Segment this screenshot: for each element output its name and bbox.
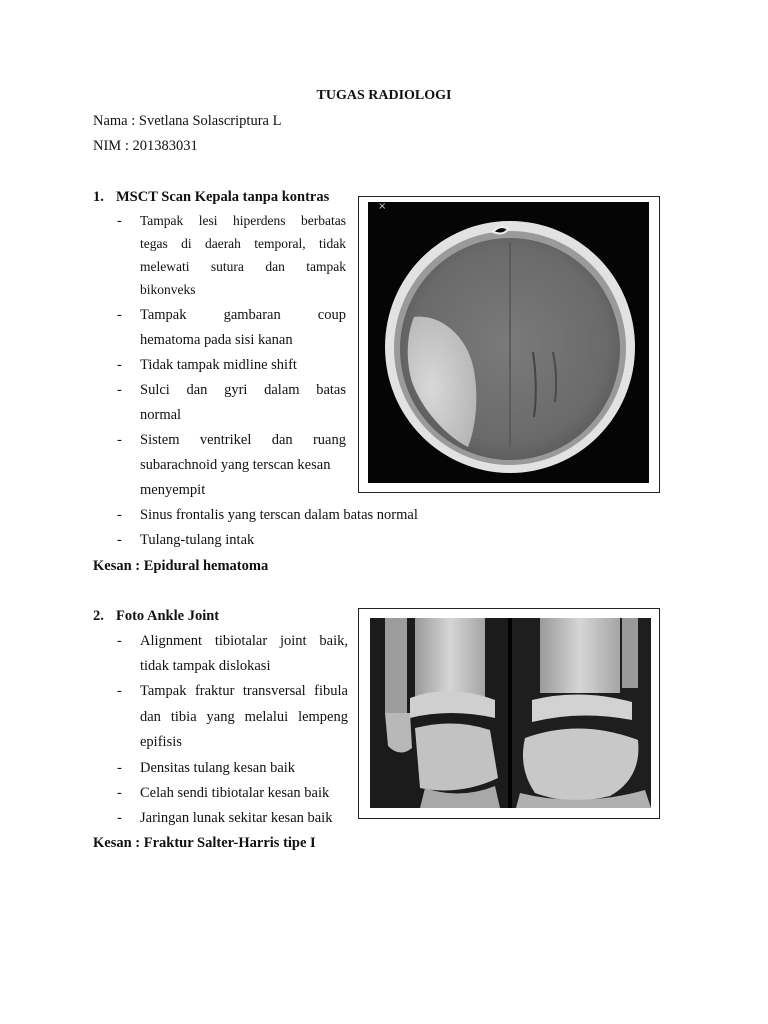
finding-line: Tampak fraktur transversal fibula [140, 683, 348, 699]
finding-line: Alignment tibiotalar joint baik, [140, 633, 348, 649]
finding-line: Tidak tampak midline shift [140, 357, 297, 373]
ankle-xray-graphic [370, 618, 651, 808]
finding-line: bikonveks [140, 282, 196, 297]
finding-line: Sulci dan gyri dalam batas [140, 382, 346, 398]
finding-line: Sistem ventrikel dan ruang [140, 432, 346, 448]
bullet-dash: - [117, 357, 122, 373]
finding-line: Densitas tulang kesan baik [140, 760, 296, 776]
finding-line: Tampak lesi hiperdens berbatas [140, 213, 346, 228]
finding-line: tidak tampak dislokasi [140, 658, 271, 674]
svg-text:×: × [378, 202, 387, 212]
section2-conclusion: Kesan : Fraktur Salter-Harris tipe I [93, 835, 316, 851]
section2-heading [93, 608, 219, 625]
finding-line: Tampak gambaran coup [140, 307, 346, 323]
student-nim: NIM : 201383031 [93, 138, 198, 154]
bullet-dash: - [117, 213, 122, 229]
section2-number: 2. [93, 608, 104, 624]
finding-line: epifisis [140, 734, 182, 750]
ct-scan-image [358, 196, 660, 493]
section1-heading [93, 189, 329, 206]
finding-line: melewati sutura dan tampak [140, 259, 346, 274]
bullet-dash: - [117, 532, 122, 548]
bullet-dash: - [117, 683, 122, 699]
ankle-xray-image [358, 608, 660, 819]
bullet-dash: - [117, 307, 122, 323]
finding-line: tegas di daerah temporal, tidak [140, 236, 346, 251]
finding-line: subarachnoid yang terscan kesan [140, 457, 331, 473]
bullet-dash: - [117, 785, 122, 801]
section1-title: MSCT Scan Kepala tanpa kontras [116, 189, 330, 205]
finding-line: Celah sendi tibiotalar kesan baik [140, 785, 330, 801]
finding-line: Tulang-tulang intak [140, 532, 255, 548]
section1-conclusion: Kesan : Epidural hematoma [93, 558, 269, 574]
bullet-dash: - [117, 633, 122, 649]
finding-line: Jaringan lunak sekitar kesan baik [140, 810, 333, 826]
bullet-dash: - [117, 382, 122, 398]
bullet-dash: - [117, 810, 122, 826]
section1-number: 1. [93, 189, 104, 205]
finding-line: menyempit [140, 482, 206, 498]
bullet-dash: - [117, 432, 122, 448]
finding-line: Sinus frontalis yang terscan dalam batas normal [140, 507, 418, 523]
finding-line: normal [140, 407, 182, 423]
finding-line: hematoma pada sisi kanan [140, 332, 293, 348]
student-name: Nama : Svetlana Solascriptura L [93, 113, 282, 129]
finding-line: dan tibia yang melalui lempeng [140, 709, 348, 725]
ct-scan-graphic [368, 202, 649, 483]
document-title: TUGAS RADIOLOGI [316, 88, 452, 103]
bullet-dash: - [117, 760, 122, 776]
section2-title: Foto Ankle Joint [116, 608, 220, 624]
bullet-dash: - [117, 507, 122, 523]
